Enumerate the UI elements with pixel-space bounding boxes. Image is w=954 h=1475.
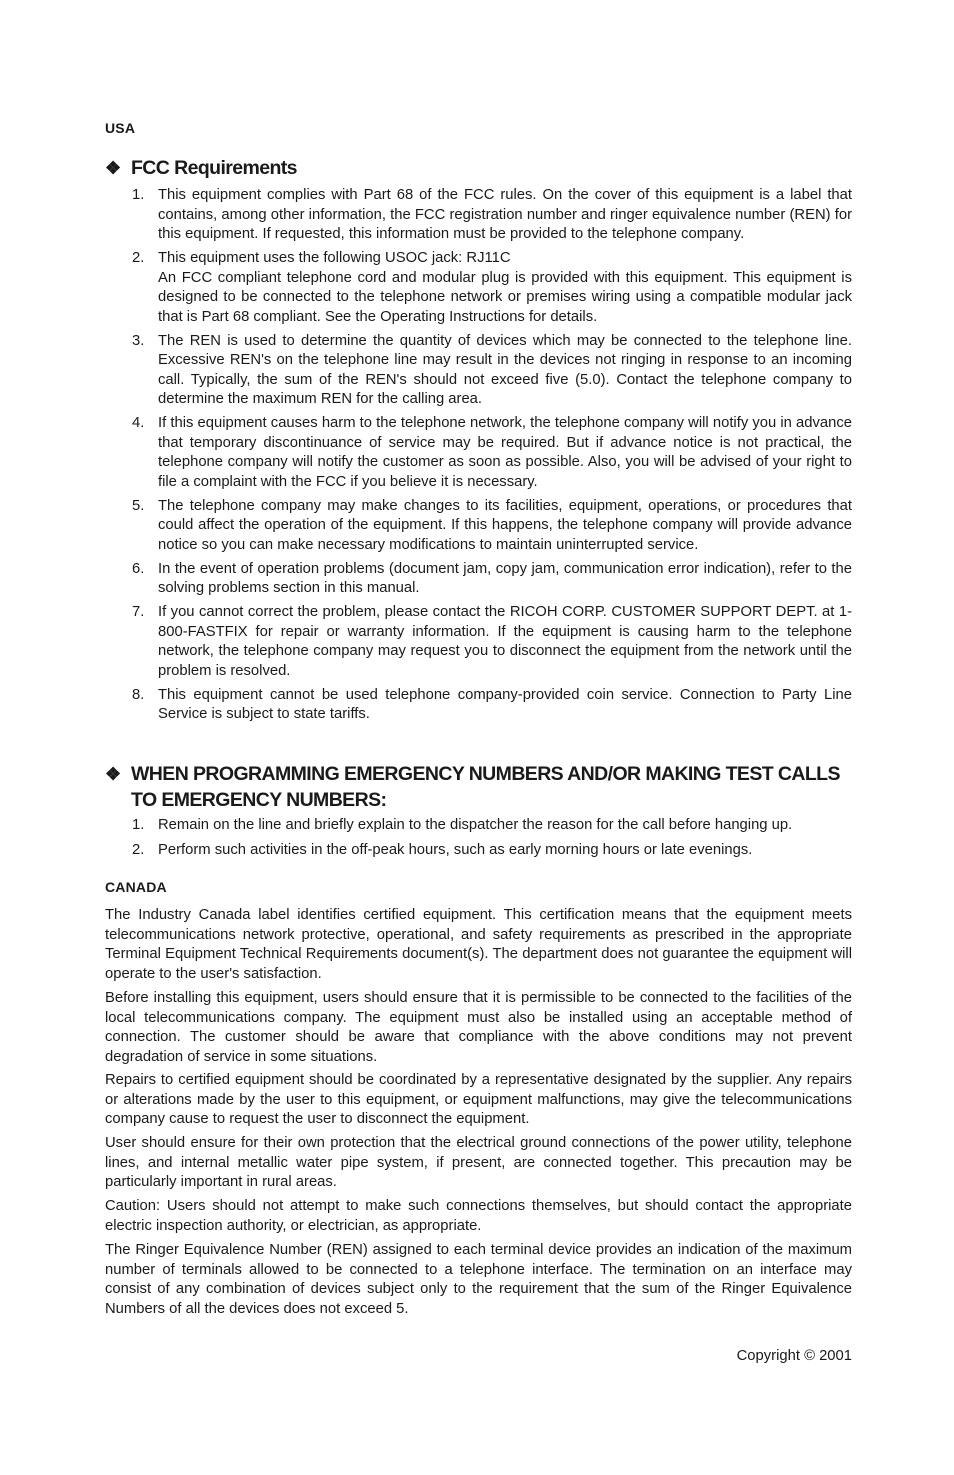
item-number: 7. xyxy=(132,604,145,620)
list-item xyxy=(105,414,852,492)
item-number: 1. xyxy=(132,817,145,833)
list-item xyxy=(105,560,852,599)
canada-paragraph: The Industry Canada label identifies certified equipment. This certification means that the equipment meets telecommunications network protective, operational, and safety requirements as prescribed in the appropriate Terminal Equipment Technical Requirements document(s). The department does not guarantee the equipment will operate to the user's satisfaction. xyxy=(105,907,852,982)
item-text: This equipment uses the following USOC jack: RJ11C xyxy=(158,250,511,266)
emergency-heading xyxy=(105,761,852,813)
item-text: The telephone company may make changes to its facilities, equipment, operations, or procedures that could affect the operation of the equipment. If this happens, the telephone company will provide advance notice so you can make necessary modifications to maintain uninterrupted service. xyxy=(158,497,852,553)
fcc-heading xyxy=(105,155,852,181)
fcc-requirements-list xyxy=(105,186,852,729)
item-text-continued: An FCC compliant telephone cord and modular plug is provided with this equipment. This equipment is designed to be connected to the telephone network or premises wiring using a compatible modular jack that is Part 68 compliant. See the Operating Instructions for details. xyxy=(158,269,852,325)
country-label-canada: CANADA xyxy=(105,879,167,895)
item-text: This equipment complies with Part 68 of the FCC rules. On the cover of this equipment is a label that contains, among other information, the FCC registration number and ringer equivalence number (REN) for this equipment. If requested, this information must be provided to the telephone company. xyxy=(158,187,852,242)
list-item xyxy=(105,497,852,556)
item-number: 8. xyxy=(132,686,145,703)
item-text: The REN is used to determine the quantity of devices which may be connected to the telephone line. Excessive REN's on the telephone line may result in the devices not ringing in response to an incoming call. Typically, the sum of the REN's should not exceed five (5.0). Contact the telephone company to determine the maximum REN for the calling area. xyxy=(158,332,852,407)
canada-paragraph: Caution: Users should not attempt to make such connections themselves, but should contact the appropriate electric inspection authority, or electrician, as appropriate. xyxy=(105,1198,852,1234)
item-number: 3. xyxy=(132,332,145,349)
emergency-heading-text: WHEN PROGRAMMING EMERGENCY NUMBERS AND/OR MAKING TEST CALLS TO EMERGENCY NUMBERS: xyxy=(131,763,840,811)
item-number: 2. xyxy=(132,250,145,266)
list-item xyxy=(105,186,852,245)
item-text: If this equipment causes harm to the telephone network, the telephone company will notify you in advance that temporary discontinuance of service may be required. But if advance notice is not practical, the telephone company will notify the customer as soon as possible. Also, you will be advised of your right to file a complaint with the FCC if you believe it is necessary. xyxy=(158,415,852,490)
diamond-bullet-icon: ❖ xyxy=(105,158,121,178)
copyright-notice: Copyright © 2001 xyxy=(736,1348,852,1364)
item-number: 5. xyxy=(132,497,145,514)
item-number: 4. xyxy=(132,415,145,431)
fcc-heading-text: FCC Requirements xyxy=(131,157,297,179)
list-item xyxy=(105,332,852,410)
item-text: Remain on the line and briefly explain to the dispatcher the reason for the call before hanging up. xyxy=(158,817,793,833)
item-text: If you cannot correct the problem, please contact the RICOH CORP. CUSTOMER SUPPORT DEPT. at 1-800-FASTFIX for repair or warranty information. If the equipment is causing harm to the telephone network, the telephone company may request you to disconnect the equipment from the network until the problem is resolved. xyxy=(158,604,852,679)
list-item xyxy=(105,249,852,327)
item-number: 1. xyxy=(132,187,145,203)
canada-paragraph: User should ensure for their own protection that the electrical ground connections of the power utility, telephone lines, and internal metallic water pipe system, if present, are connected together. This precaution may be particularly important in rural areas. xyxy=(105,1135,852,1190)
item-text: This equipment cannot be used telephone company-provided coin service. Connection to Party Line Service is subject to state tariffs. xyxy=(158,686,852,722)
item-text: Perform such activities in the off-peak hours, such as early morning hours or late evenings. xyxy=(158,842,753,858)
diamond-bullet-icon: ❖ xyxy=(105,764,121,784)
item-text: In the event of operation problems (document jam, copy jam, communication error indication), refer to the solving problems section in this manual. xyxy=(158,560,852,596)
canada-paragraph: Repairs to certified equipment should be coordinated by a representative designated by the supplier. Any repairs or alterations made by the user to this equipment, or equipment malfunctions, may give the telecommunications company cause to request the user to disconnect the equipment. xyxy=(105,1072,852,1127)
country-label-usa: USA xyxy=(105,120,136,136)
list-item xyxy=(105,841,852,861)
emergency-list xyxy=(105,816,852,865)
canada-paragraph: The Ringer Equivalence Number (REN) assigned to each terminal device provides an indication of the maximum number of terminals allowed to be connected to a telephone interface. The termination on an interface may consist of any combination of devices subject only to the requirement that the sum of the Ringer Equivalence Numbers of all the devices does not exceed 5. xyxy=(105,1242,852,1317)
item-number: 2. xyxy=(132,842,145,858)
canada-paragraph: Before installing this equipment, users should ensure that it is permissible to be connected to the facilities of the local telecommunications company. The equipment must also be installed using an acceptable method of connection. The customer should be aware that compliance with the above conditions may not prevent degradation of service in some situations. xyxy=(105,990,852,1065)
item-number: 6. xyxy=(132,560,145,577)
list-item xyxy=(105,686,852,725)
list-item xyxy=(105,603,852,681)
list-item xyxy=(105,816,852,836)
